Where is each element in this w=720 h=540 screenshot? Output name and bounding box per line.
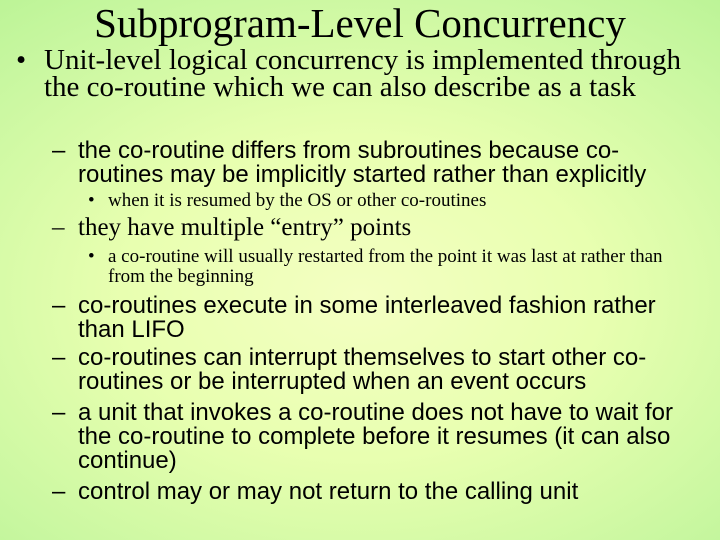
- bullet-icon: •: [88, 190, 95, 211]
- sub-point-text: co-routines execute in some interleaved fashion rather than LIFO: [78, 292, 656, 343]
- sub-point-interleaved: [52, 294, 702, 342]
- sub-point-text: the co-routine differs from subroutines because co-routines may be implicitly started rather than explicitly: [78, 137, 647, 188]
- detail-point-resumed: [88, 191, 698, 211]
- main-bullet-point: [16, 44, 706, 103]
- sub-point-text: a unit that invokes a co-routine does not have to wait for the co-routine to complete before it resumes (it can also continue): [78, 399, 674, 474]
- detail-point-text: when it is resumed by the OS or other co-routines: [108, 190, 487, 211]
- main-bullet-text: Unit-level logical concurrency is implemented through the co-routine which we can also describe as a task: [44, 44, 681, 103]
- detail-point-text: a co-routine will usually restarted from the point it was last at rather than from the beginning: [108, 246, 663, 287]
- sub-point-differs: [52, 139, 702, 187]
- sub-point-entry: [52, 216, 702, 240]
- slide-title: Subprogram-Level Concurrency: [94, 0, 626, 46]
- bullet-icon: •: [88, 246, 95, 267]
- dash-icon: –: [52, 399, 66, 426]
- dash-icon: –: [52, 214, 65, 241]
- dash-icon: –: [52, 137, 66, 164]
- sub-point-text: they have multiple “entry” points: [78, 214, 412, 241]
- bullet-icon: •: [16, 44, 27, 76]
- sub-point-wait: [52, 401, 702, 473]
- sub-point-control: [52, 480, 702, 504]
- sub-point-interrupt: [52, 346, 702, 394]
- dash-icon: –: [52, 292, 66, 319]
- dash-icon: –: [52, 478, 66, 505]
- dash-icon: –: [52, 344, 66, 371]
- detail-point-restart: [88, 247, 698, 287]
- sub-point-text: control may or may not return to the calling unit: [78, 478, 579, 505]
- sub-point-text: co-routines can interrupt themselves to start other co-routines or be interrupted when an event occurs: [78, 344, 647, 395]
